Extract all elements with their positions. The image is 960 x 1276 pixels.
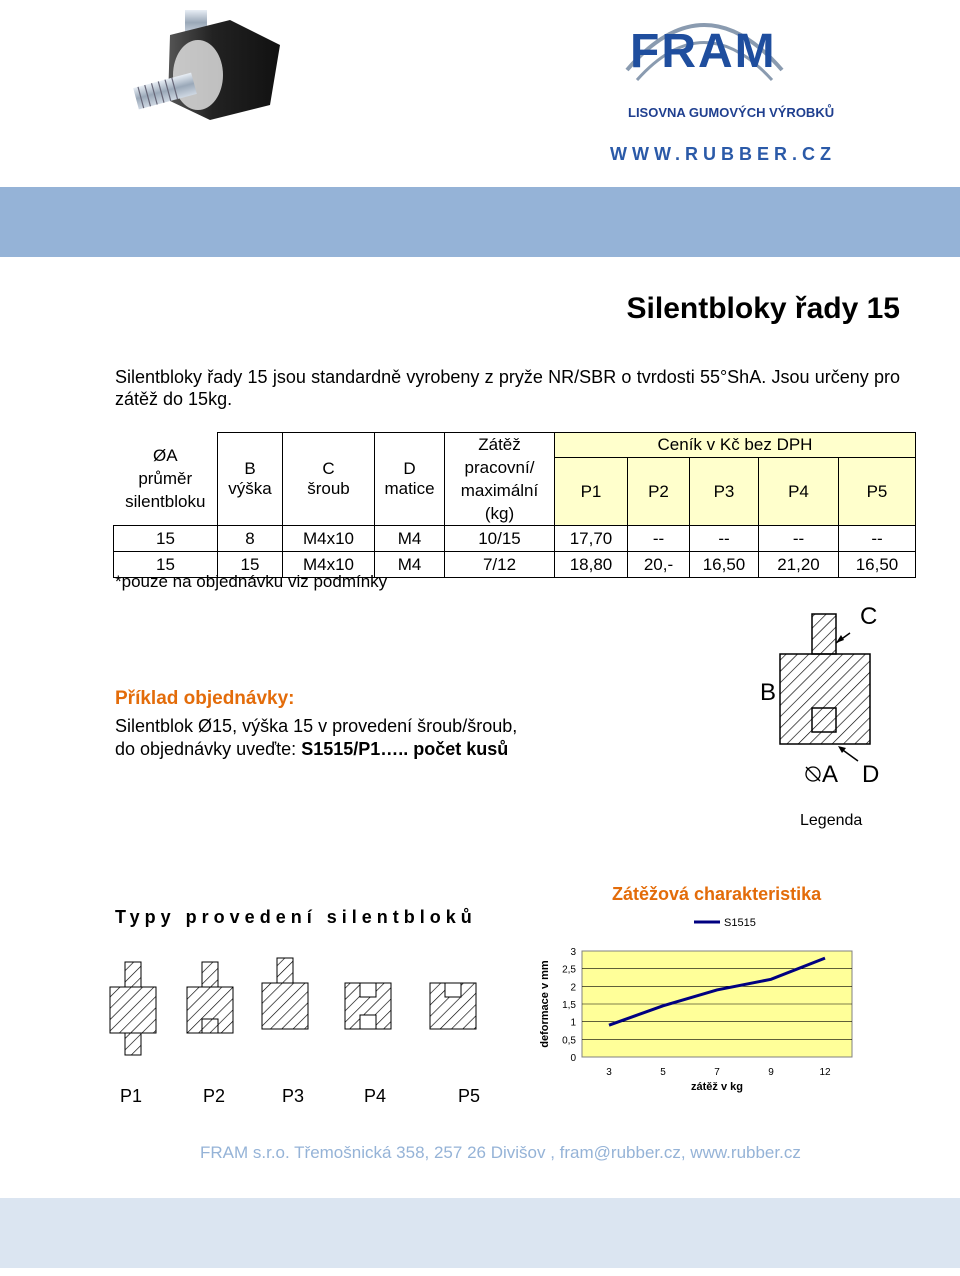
types-title: Typy provedení silentbloků [115, 907, 477, 927]
x-axis-label: zátěž v kg [691, 1081, 743, 1093]
type-p2 [187, 962, 233, 1033]
product-photo [120, 5, 320, 145]
y-tick-label: 3 [570, 947, 576, 958]
type-p1 [110, 962, 156, 1055]
x-tick-label: 7 [714, 1067, 720, 1078]
logo-subtitle: LISOVNA GUMOVÝCH VÝROBKŮ [628, 105, 835, 120]
header-p1: P1 [555, 458, 628, 526]
footer: FRAM s.r.o. Třemošnická 358, 257 26 Divišov , fram@rubber.cz, www.rubber.cz [200, 1143, 801, 1162]
type-label-p3: P3 [282, 1086, 305, 1106]
y-axis-label: deformace v mm [539, 960, 551, 1048]
legend-entry: S1515 [724, 917, 756, 929]
x-tick-label: 12 [819, 1067, 831, 1078]
header-screw: C šroub [283, 433, 375, 526]
header-height: B výška [218, 433, 283, 526]
header-price: Ceník v Kč bez DPH [555, 433, 916, 458]
intro-text: Silentbloky řady 15 jsou standardně vyrobeny z pryže NR/SBR o tvrdosti 55°ShA. Jsou určeny pro zátěž do 15kg. [115, 367, 900, 409]
header-p5: P5 [839, 458, 916, 526]
chart-title: Zátěžová charakteristika [612, 884, 822, 904]
legend-a: A [822, 761, 839, 788]
table-row: 15 8 M4x10 M4 10/15 17,70 -- -- -- -- [114, 526, 916, 552]
type-p3 [262, 958, 308, 1029]
header-p2: P2 [628, 458, 690, 526]
legend-c: C [860, 603, 878, 630]
header-p3: P3 [690, 458, 759, 526]
x-tick-label: 3 [606, 1067, 612, 1078]
logo-brand: FRAM [630, 25, 777, 78]
type-p5 [430, 983, 476, 1029]
y-tick-label: 1,5 [562, 1000, 576, 1011]
header-p4: P4 [759, 458, 839, 526]
y-tick-label: 1 [570, 1017, 576, 1029]
y-tick-label: 2 [570, 982, 576, 994]
legend-d: D [862, 761, 880, 788]
logo-url: WWW.RUBBER.CZ [610, 144, 836, 164]
legend-b: B [760, 679, 777, 706]
type-label-p5: P5 [458, 1086, 481, 1106]
header-load: Zátěž pracovní/ maximální (kg) [445, 433, 555, 526]
x-tick-label: 9 [768, 1067, 774, 1078]
type-label-p4: P4 [364, 1086, 387, 1106]
example-title: Příklad objednávky: [115, 688, 295, 709]
load-chart [530, 906, 870, 1098]
y-tick-label: 0,5 [562, 1035, 576, 1047]
header-band [0, 187, 960, 257]
header-nut: D matice [375, 433, 445, 526]
y-tick-label: 2,5 [562, 964, 576, 976]
type-label-p1: P1 [120, 1086, 143, 1106]
price-table [113, 432, 916, 578]
example-line2: do objednávky uveďte: S1515/P1….. počet kusů [115, 739, 509, 759]
table-row: 15 15 M4x10 M4 7/12 18,80 20,- 16,50 21,20 16,50 [114, 552, 916, 578]
x-tick-label: 5 [660, 1067, 666, 1078]
example-line1: Silentblok Ø15, výška 15 v provedení šroub/šroub, [115, 716, 518, 736]
y-tick-label: 0 [570, 1053, 576, 1064]
footer-band [0, 1198, 960, 1268]
type-label-p2: P2 [203, 1086, 226, 1106]
types-diagram [100, 950, 500, 1060]
type-p4 [345, 983, 391, 1029]
header-diameter: ØA průměr silentbloku [125, 446, 206, 512]
page-title: Silentbloky řady 15 [626, 292, 900, 325]
order-note: *pouze na objednávku viz podmínky [115, 572, 388, 591]
legend-label: Legenda [800, 812, 863, 829]
